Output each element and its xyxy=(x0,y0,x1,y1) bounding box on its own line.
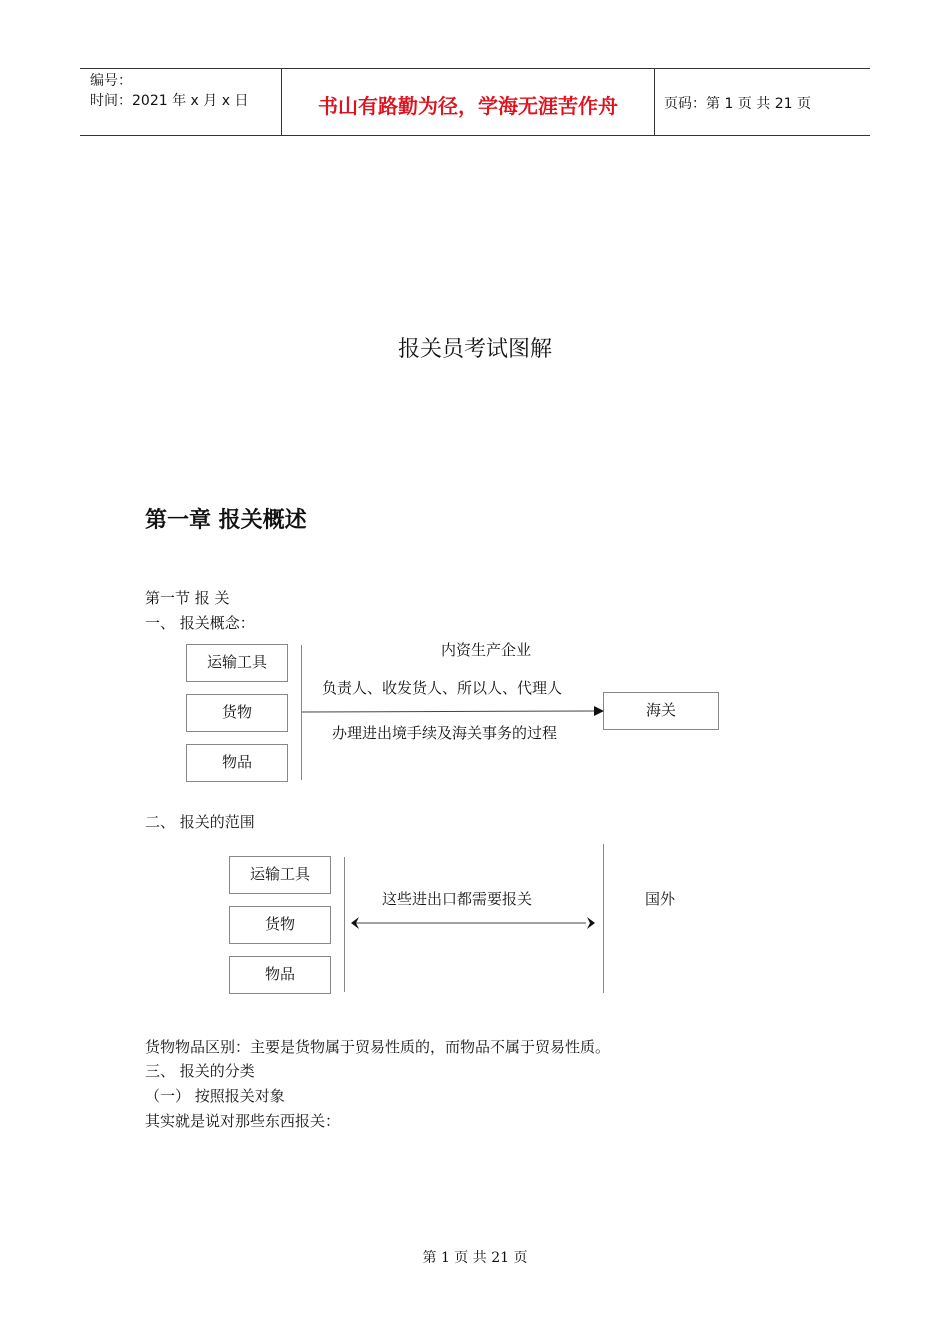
header-motto: 书山有路勤为径，学海无涯苦作舟 xyxy=(318,94,618,118)
diagram1-arrow-line xyxy=(302,711,596,712)
diagram2-box-articles: 物品 xyxy=(229,956,331,994)
diagram1-target-customs: 海关 xyxy=(603,692,719,730)
document-title: 报关员考试图解 xyxy=(397,337,552,362)
diagram1-top-label: 内资生产企业 xyxy=(441,641,532,659)
header-number: 编号： xyxy=(90,73,132,89)
diagram2-box-goods: 货物 xyxy=(229,906,331,944)
diagram1-box-goods: 货物 xyxy=(186,694,288,732)
item-heading-2: 二、 报关的范围 xyxy=(145,813,255,831)
header-time: 时间：2021 年 x 月 x 日 xyxy=(90,93,249,109)
diagram2-target-foreign: 国外 xyxy=(645,890,676,908)
item-heading-1: 一、 报关概念： xyxy=(145,614,255,632)
diagram2-box-transport: 运输工具 xyxy=(229,856,331,894)
diagram2-arrow-head-right xyxy=(587,917,595,929)
chapter-heading: 第一章 报关概述 xyxy=(145,508,307,533)
item-heading-3: 三、 报关的分类 xyxy=(145,1062,255,1080)
diagram1-mid-label: 负责人、收发货人、所以人、代理人 xyxy=(322,679,563,697)
diagram1-box-articles: 物品 xyxy=(186,744,288,782)
page-footer: 第 1 页 共 21 页 xyxy=(422,1250,528,1266)
diagram2-arrow-label: 这些进出口都需要报关 xyxy=(382,890,533,908)
diagram1-arrow-head xyxy=(594,706,604,716)
diagram1-bottom-label: 办理进出境手续及海关事务的过程 xyxy=(332,724,558,742)
note-text: 货物物品区别：主要是货物属于贸易性质的，而物品不属于贸易性质。 xyxy=(145,1038,611,1056)
diagram1-box-transport: 运输工具 xyxy=(186,644,288,682)
sub-text-1: 其实就是说对那些东西报关： xyxy=(145,1112,341,1130)
sub-heading-1: （一） 按照报关对象 xyxy=(145,1087,285,1105)
section-heading: 第一节 报 关 xyxy=(145,589,230,607)
header-page-number: 页码：第 1 页 共 21 页 xyxy=(664,96,811,112)
